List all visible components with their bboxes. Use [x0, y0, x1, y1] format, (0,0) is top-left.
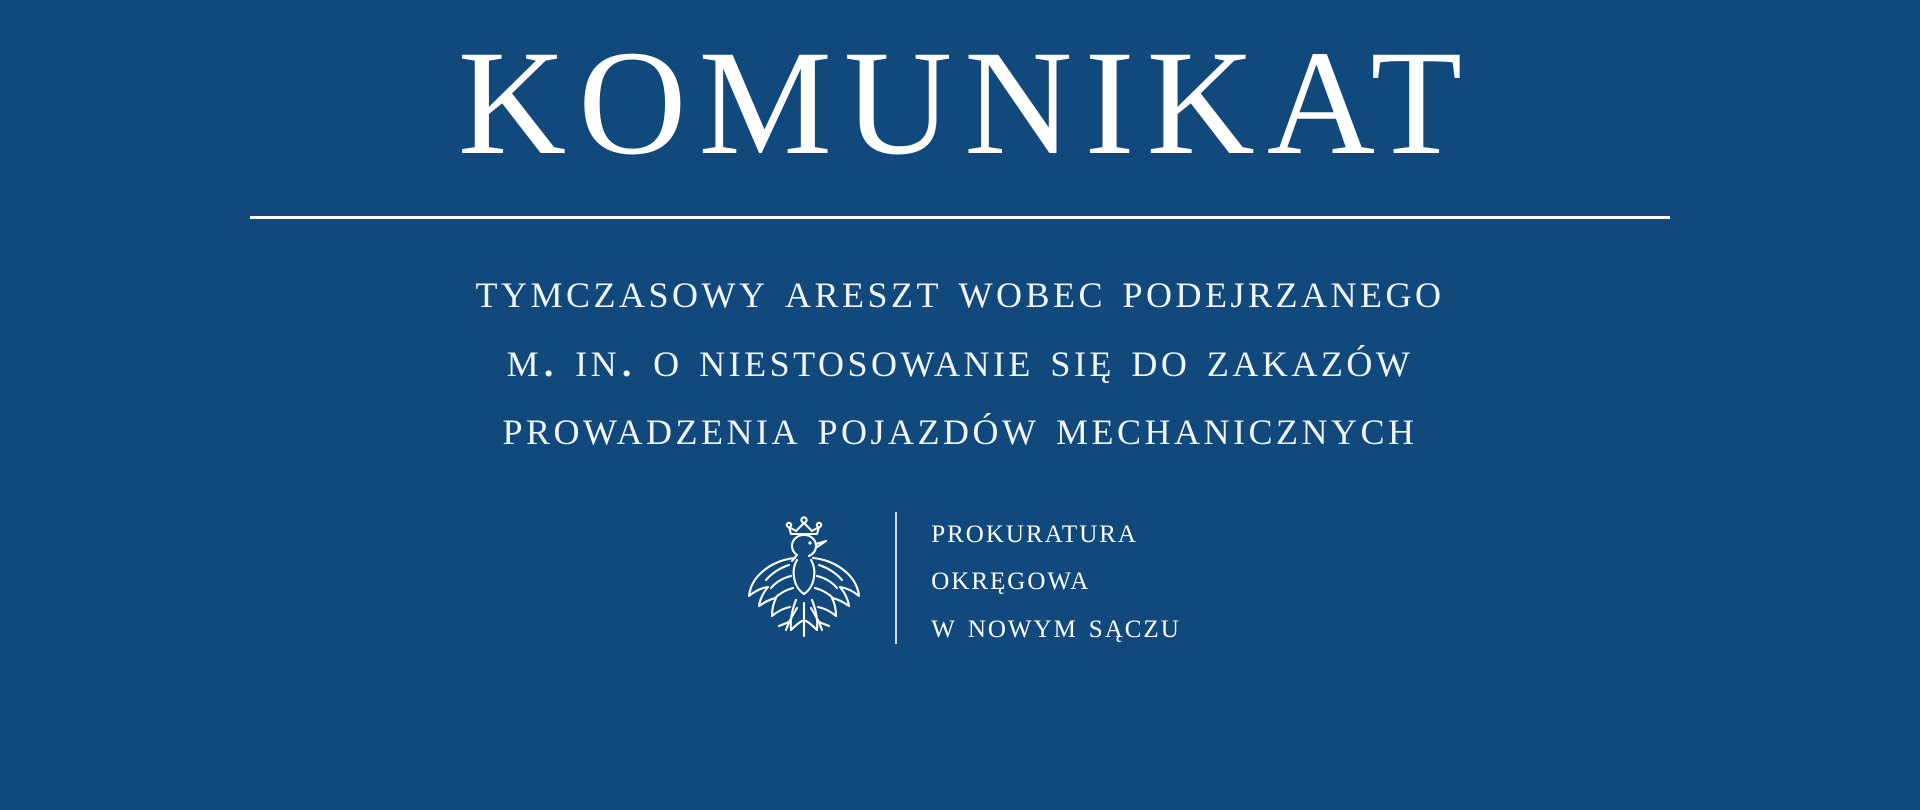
subtitle-line-3: prowadzenia pojazdów mechanicznych — [502, 399, 1418, 457]
subtitle-line-1: tymczasowy areszt wobec podejrzanego — [475, 262, 1445, 319]
page-title: KOMUNIKAT — [457, 20, 1475, 186]
organization-line-2: okręgowa — [931, 557, 1091, 598]
organization-footer — [739, 507, 1181, 650]
footer-divider — [895, 512, 897, 644]
organization-line-1: prokuratura — [931, 509, 1138, 550]
announcement-subtitle — [476, 257, 1445, 463]
polish-eagle-crest-icon — [739, 508, 869, 648]
title-divider — [250, 216, 1670, 219]
subtitle-line-2: m. in. o niestosowanie się do zakazów — [506, 330, 1414, 388]
organization-name — [931, 507, 1181, 650]
organization-line-3: w nowym sączu — [931, 604, 1181, 645]
